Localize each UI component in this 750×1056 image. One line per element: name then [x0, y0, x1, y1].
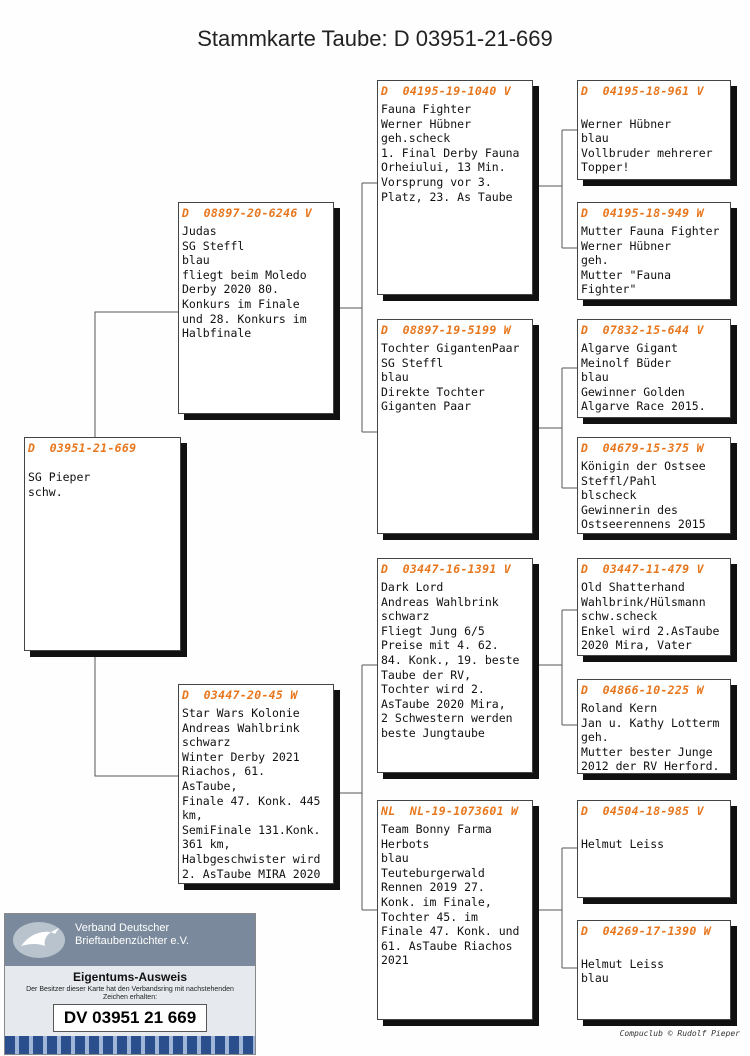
pigeon-info: Algarve Gigant Meinolf Büder blau Gewinner Golden Algarve Race 2015. [581, 341, 706, 414]
pigeon-info: Roland Kern Jan u. Kathy Lotterm geh. Mutter bester Junge 2012 der RV Herford. [581, 701, 720, 774]
ring-number: D 08897-19-5199 W [381, 323, 512, 337]
pigeon-card-mmm [577, 920, 731, 1020]
decorative-band [5, 1036, 255, 1054]
ring-number: D 04504-18-985 V [581, 804, 704, 818]
pigeon-info: Mutter Fauna Fighter Werner Hübner geh. Mutter "Fauna Fighter" [581, 224, 720, 297]
ring-number: NL NL-19-1073601 W [381, 804, 519, 818]
ring-number: D 07832-15-644 V [581, 323, 704, 337]
pigeon-info: Team Bonny Farma Herbots blau Teuteburgerwald Rennen 2019 27. Konk. im Finale, Tochter 45. im Finale 47. Konk. und 61. AsTaube Riachos 2021 [381, 822, 520, 968]
pigeon-card-father-father [377, 80, 533, 295]
pigeon-info: Werner Hübner blau Vollbruder mehrerer Topper! [581, 116, 713, 175]
pigeon-info: Old Shatterhand Wahlbrink/Hülsmann schw.scheck Enkel wird 2.AsTaube 2020 Mira, Vater [581, 580, 720, 653]
pigeon-card-father [178, 202, 334, 414]
ring-number: D 03951-21-669 [28, 441, 137, 455]
pigeon-card-mmf [577, 800, 731, 898]
pigeon-info: Judas SG Steffl blau fliegt beim Moledo Derby 2020 80. Konkurs im Finale und 28. Konkurs im Halbfinale [182, 224, 307, 341]
pigeon-info: SG Pieper schw. [28, 470, 91, 499]
id-card-text: Der Besitzer dieser Karte hat den Verbandsring mit nachstehenden Zeichen erhalten: [26, 986, 234, 1001]
pigeon-info: Helmut Leiss [581, 836, 665, 851]
ring-number: D 04195-19-1040 V [381, 84, 512, 98]
pigeon-card-father-mother [377, 319, 533, 534]
pigeon-info: Fauna Fighter Werner Hübner geh.scheck 1. Final Derby Fauna Orheiului, 13 Min. Vorsprung vor 3. Platz, 23. As Taube [381, 102, 520, 204]
org-name [75, 922, 245, 948]
pigeon-info: Königin der Ostsee Steffl/Pahl blscheck Gewinnerin des Ostseerennens 2015 [581, 459, 706, 532]
pigeon-card-mother [178, 684, 334, 884]
ring-number: D 08897-20-6246 V [182, 206, 313, 220]
pigeon-info: Star Wars Kolonie Andreas Wahlbrink schwarz Winter Derby 2021 Riachos, 61. AsTaube, Finale 47. Konk. 445 km, SemiFinale 131.Konk. 361 km, Halbgeschwister wird 2. AsTaube MIRA 2020 [182, 706, 321, 881]
pigeon-card-fmm [577, 437, 731, 534]
pigeon-card-fmf [577, 319, 731, 418]
id-number: DV 03951 21 669 [63, 1008, 197, 1027]
ring-number: D 03447-20-45 W [182, 688, 298, 702]
ring-number: D 04195-18-961 V [581, 84, 704, 98]
id-number-box [53, 1004, 207, 1032]
pigeon-card-fff [577, 80, 731, 180]
ring-number: D 04866-10-225 W [581, 683, 704, 697]
pigeon-card-mother-father [377, 558, 533, 773]
ring-number: D 03447-16-1391 V [381, 562, 512, 576]
org-name-line2: Brieftaubenzüchter e.V. [75, 935, 189, 947]
pigeon-card-mother-mother [377, 800, 533, 1020]
dove-logo-icon [11, 920, 67, 960]
pigeon-card-ffm [577, 202, 731, 300]
pigeon-card-main [24, 437, 181, 651]
pigeon-card-mfm [577, 679, 731, 774]
ownership-id-card [4, 913, 256, 1055]
pigeon-info: Tochter GigantenPaar SG Steffl blau Direkte Tochter Giganten Paar [381, 341, 520, 414]
footer-credit: Compuclub © Rudolf Pieper [619, 1029, 740, 1038]
id-card-header [5, 914, 255, 966]
pigeon-info: Dark Lord Andreas Wahlbrink schwarz Fliegt Jung 6/5 Preise mit 4. 62. 84. Konk., 19. beste Taube der RV, Tochter wird 2. AsTaube 2020 Mira, 2 Schwestern werden beste Jungtaube [381, 580, 520, 740]
ring-number: D 04679-15-375 W [581, 441, 704, 455]
pigeon-card-mff [577, 558, 731, 656]
page-title: Stammkarte Taube: D 03951-21-669 [197, 26, 553, 51]
ring-number: D 03447-11-479 V [581, 562, 704, 576]
id-card-title: Eigentums-Ausweis [72, 970, 188, 984]
pigeon-info: Helmut Leiss blau [581, 956, 665, 986]
ring-number: D 04269-17-1390 W [581, 924, 712, 938]
org-name-line1: Verband Deutscher [75, 922, 170, 934]
ring-number: D 04195-18-949 W [581, 206, 704, 220]
